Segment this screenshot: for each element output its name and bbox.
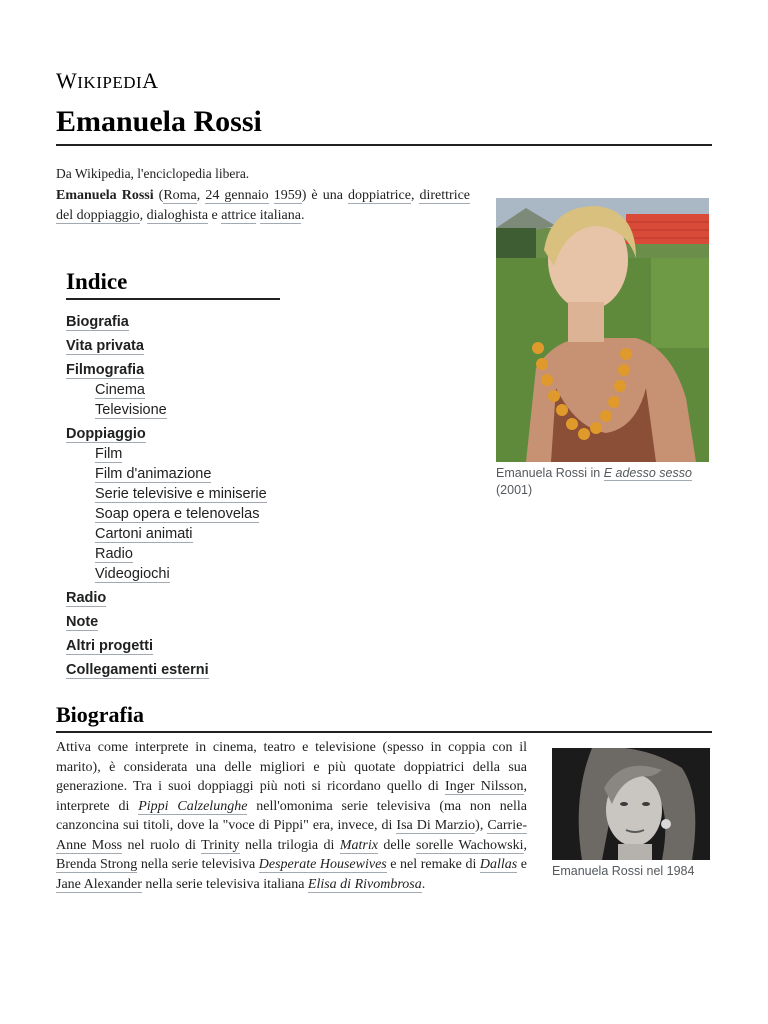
link-e-adesso-sesso[interactable]: E adesso sesso (603, 466, 692, 480)
link-attrice[interactable]: attrice (221, 208, 257, 223)
link-dialoghista[interactable]: dialoghista (146, 208, 209, 223)
toc-item-label[interactable]: Note (66, 614, 99, 630)
lead-text: . (300, 208, 305, 223)
toc-sublist (95, 380, 280, 420)
toc-item-radio[interactable] (66, 588, 280, 608)
link-trinity[interactable]: Trinity (201, 837, 240, 853)
toc-sublist (95, 444, 280, 584)
toc-item-altri-progetti[interactable] (66, 636, 280, 656)
infobox (496, 198, 710, 499)
wordmark-final: A (142, 68, 159, 93)
lead-text (269, 188, 274, 203)
toc-heading: Indice (66, 268, 280, 300)
lead-paragraph (56, 186, 470, 226)
toc-subitem-film-animazione[interactable] (95, 464, 280, 484)
link-doppiatrice[interactable]: doppiatrice (347, 188, 411, 203)
bio-text: nel ruolo di (122, 837, 202, 853)
lead-text: , (139, 208, 147, 223)
link-inger-nilsson[interactable]: Inger Nilsson (445, 779, 524, 794)
link-brenda-strong[interactable]: Brenda Strong (56, 857, 138, 872)
link-italiana[interactable]: italiana (259, 208, 301, 223)
caption-text: Emanuela Rossi in (496, 466, 604, 480)
toc-subitem-label[interactable]: Cartoni animati (95, 526, 193, 542)
link-direttrice-doppiaggio[interactable]: direttrice del doppiaggio (56, 188, 471, 223)
wordmark-initial: W (56, 68, 78, 93)
portrait-1984-photo (552, 748, 710, 860)
lead-text: e (208, 208, 222, 223)
toc-subitem-label[interactable]: Televisione (95, 402, 167, 418)
link-roma[interactable]: Roma (163, 188, 197, 203)
bio-text: nella serie televisiva (137, 857, 259, 872)
toc-item-biografia[interactable] (66, 312, 280, 332)
bio-text: . (421, 876, 426, 892)
bio-text: Attiva come interprete in cinema, teatro e televisione (spesso in coppia con il marito), è considerata una delle migliori e più quotate doppiatrici della sua generazione. Tra i suoi doppiaggi più noti si ricordano quello di (56, 740, 527, 794)
toc-item-note[interactable] (66, 612, 280, 632)
lead-text: , (196, 188, 206, 203)
toc-subitem-label[interactable]: Videogiochi (95, 566, 170, 582)
bio-text: , (523, 837, 528, 853)
section-heading-biografia: Biografia (56, 700, 712, 733)
bio-text: nell'omonima serie televisiva (ma non nella canzoncina sui titoli, dove la "voce di Pippi" era, invece, di (56, 798, 527, 833)
link-elisa-di-rivombrosa[interactable]: Elisa di Rivombrosa (307, 876, 422, 892)
toc-subitem-label[interactable]: Film d'animazione (95, 466, 212, 482)
lead-text: ( (153, 188, 164, 203)
toc-item-label[interactable]: Filmografia (66, 362, 145, 378)
link-pippi-calzelunghe[interactable]: Pippi Calzelunghe (138, 798, 248, 814)
table-of-contents (66, 268, 280, 684)
toc-item-filmografia[interactable] (66, 360, 280, 420)
lead-text: , (410, 188, 420, 203)
site-tagline: Da Wikipedia, l'enciclopedia libera. (56, 166, 250, 181)
bio-text: nella serie televisiva italiana (141, 876, 308, 892)
lead-text: ) è una (301, 188, 348, 203)
toc-item-collegamenti-esterni[interactable] (66, 660, 280, 680)
page-title: Emanuela Rossi (56, 104, 712, 146)
bw-photo-1984[interactable] (552, 748, 710, 860)
link-birth-date[interactable]: 24 gennaio (205, 188, 269, 203)
portrait-photo (496, 198, 709, 462)
wikipedia-wordmark[interactable] (56, 68, 159, 94)
toc-item-label[interactable]: Collegamenti esterni (66, 662, 209, 678)
toc-item-label[interactable]: Biografia (66, 314, 129, 330)
toc-item-vita-privata[interactable] (66, 336, 280, 356)
link-desperate-housewives[interactable]: Desperate Housewives (258, 857, 387, 872)
bio-text: ), (475, 818, 488, 833)
biografia-paragraph (56, 738, 527, 894)
toc-subitem-label[interactable]: Film (95, 446, 123, 462)
link-dallas[interactable]: Dallas (479, 857, 518, 872)
bio-text: e (517, 857, 527, 872)
toc-subitem-videogiochi[interactable] (95, 564, 280, 584)
subject-name: Emanuela Rossi (56, 188, 154, 203)
toc-subitem-radio[interactable] (95, 544, 280, 564)
toc-subitem-televisione[interactable] (95, 400, 280, 420)
toc-item-label[interactable]: Doppiaggio (66, 426, 146, 442)
toc-subitem-soap-opera[interactable] (95, 504, 280, 524)
biografia-thumbnail-caption: Emanuela Rossi nel 1984 (552, 864, 695, 878)
bio-text: delle (377, 837, 417, 853)
toc-item-label[interactable]: Vita privata (66, 338, 144, 354)
caption-text: (2001) (496, 483, 533, 497)
infobox-caption (496, 465, 710, 499)
toc-subitem-film[interactable] (95, 444, 280, 464)
toc-subitem-cinema[interactable] (95, 380, 280, 400)
toc-item-doppiaggio[interactable] (66, 424, 280, 584)
link-matrix[interactable]: Matrix (339, 837, 378, 853)
bio-text: , interprete di (56, 779, 527, 814)
toc-subitem-label[interactable]: Cinema (95, 382, 145, 398)
toc-subitem-label[interactable]: Soap opera e telenovelas (95, 506, 260, 522)
toc-subitem-cartoni-animati[interactable] (95, 524, 280, 544)
link-birth-year[interactable]: 1959 (273, 188, 302, 203)
toc-item-label[interactable]: Altri progetti (66, 638, 153, 654)
toc-subitem-label[interactable]: Radio (95, 546, 133, 562)
toc-subitem-label[interactable]: Serie televisive e miniserie (95, 486, 267, 502)
bio-text: nella trilogia di (239, 837, 340, 853)
toc-list (66, 312, 280, 680)
link-carrie-anne-moss[interactable]: Carrie-Anne Moss (56, 818, 527, 853)
bio-text: e nel remake di (386, 857, 480, 872)
link-isa-di-marzio[interactable]: Isa Di Marzio (396, 818, 476, 833)
toc-subitem-serie-televisive[interactable] (95, 484, 280, 504)
wordmark-middle: IKIPEDI (77, 73, 143, 92)
infobox-photo[interactable] (496, 198, 709, 462)
toc-item-label[interactable]: Radio (66, 590, 107, 606)
link-sorelle-wachowski[interactable]: sorelle Wachowski (416, 837, 524, 853)
biografia-thumbnail (552, 748, 710, 880)
link-jane-alexander[interactable]: Jane Alexander (56, 876, 142, 892)
